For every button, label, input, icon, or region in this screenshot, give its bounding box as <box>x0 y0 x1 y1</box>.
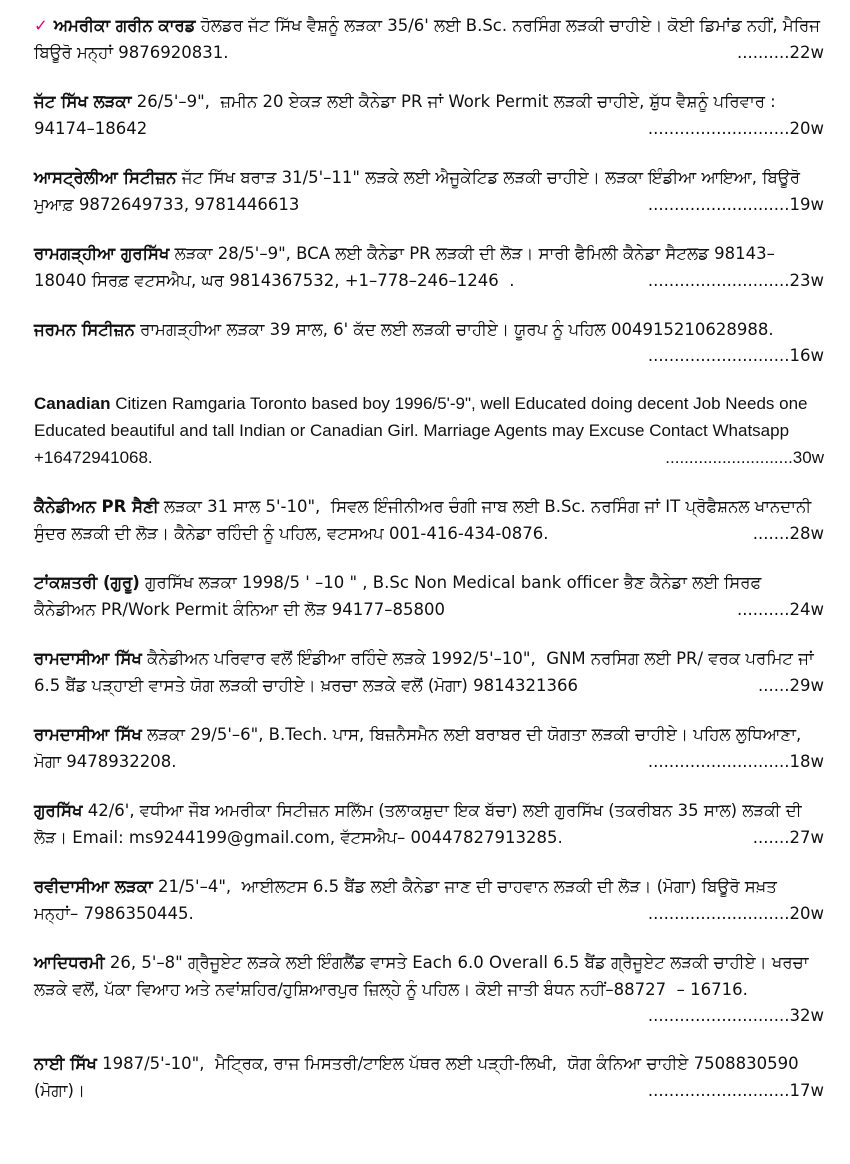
ad-heading: ਨਾਈ ਸਿੱਖ <box>34 1054 97 1073</box>
ad-listing <box>34 240 824 294</box>
ad-code: ...........................30w <box>665 448 824 467</box>
ad-listing <box>34 645 824 699</box>
ad-listing <box>34 390 824 471</box>
ad-code: ...........................18w <box>647 752 824 771</box>
ad-text: ਜੱਟ ਸਿੱਖ ਬਰਾੜ 31/5'–11" ਲੜਕੇ ਲਈ ਐਜੂਕੇਟਿਡ ਲੜਕੀ ਚਾਹੀਏ। ਲੜਕਾ ਇੰਡੀਆ ਆਇਆ, ਬਿਊਰੋ ਮੁਆਫ਼ 9872649733, 9781446613 <box>34 168 806 214</box>
ad-heading: ਆਸਟ੍ਰੇਲੀਆ ਸਿਟੀਜ਼ਨ <box>34 168 177 187</box>
ad-heading: ਰਾਮਦਾਸੀਆ ਸਿੱਖ <box>34 649 142 668</box>
ad-listing <box>34 949 824 1028</box>
checkmark-icon: ✓ <box>34 16 48 35</box>
ad-code: ...........................17w <box>647 1081 824 1100</box>
ad-text: 26, 5'–8" ਗ੍ਰੈਜੂਏਟ ਲੜਕੇ ਲਈ ਇੰਗਲੈਂਡ ਵਾਸਤੇ Each 6.0 Overall 6.5 ਬੈਂਡ ਗ੍ਰੈਜੂਏਟ ਲੜਕੀ ਚਾਹੀਏ। ਖਰਚਾ ਲੜਕੇ ਵਲੋਂ, ਪੱਕਾ ਵਿਆਹ ਅਤੇ ਨਵਾਂਸ਼ਹਿਰ/ਹੁਸ਼ਿਆਰਪੁਰ ਜ਼ਿਲ੍ਹੇ ਨੂੰ ਪਹਿਲ। ਕੋਈ ਜਾਤੀ ਬੰਧਨ ਨਹੀਂ–88727 – 16716. <box>34 953 814 999</box>
ad-heading: ਰਾਮਦਾਸੀਆ ਸਿੱਖ <box>34 725 142 744</box>
ad-text: 1987/5'-10", ਮੈਟ੍ਰਿਕ, ਰਾਜ ਮਿਸਤਰੀ/ਟਾਇਲ ਪੱਥਰ ਲਈ ਪੜ੍ਹੀ-ਲਿਖੀ, ਯੋਗ ਕੰਨਿਆ ਚਾਹੀਏ 7508830590 (ਮੋਗਾ)। <box>34 1054 804 1100</box>
ad-code: ...........................32w <box>647 1006 824 1025</box>
ad-listing <box>34 12 824 66</box>
ad-listing <box>34 873 824 927</box>
ad-code: ...........................20w <box>647 904 824 923</box>
ad-listing <box>34 1050 824 1104</box>
ad-listing <box>34 164 824 218</box>
ad-code: ......29w <box>758 676 824 695</box>
ad-listing <box>34 797 824 851</box>
ad-heading: ਰਾਮਗੜ੍ਹੀਆ ਗੁਰਸਿੱਖ <box>34 244 170 263</box>
ad-listing <box>34 493 824 547</box>
ad-text: 26/5'–9", ਜ਼ਮੀਨ 20 ਏਕੜ ਲਈ ਕੈਨੇਡਾ PR ਜਾਂ Work Permit ਲੜਕੀ ਚਾਹੀਏ, ਸ਼ੁੱਧ ਵੈਸ਼ਨੂੰ ਪਰਿਵਾਰ : 94174–18642 <box>34 92 781 138</box>
ad-text: ਕੈਨੇਡੀਅਨ ਪਰਿਵਾਰ ਵਲੋਂ ਇੰਡੀਆ ਰਹਿੰਦੇ ਲੜਕੇ 1992/5'–10", GNM ਨਰਸਿਗ ਲਈ PR/ ਵਰਕ ਪਰਮਿਟ ਜਾਂ 6.5 ਬੈਂਡ ਪੜ੍ਹਾਈ ਵਾਸਤੇ ਯੋਗ ਲੜਕੀ ਚਾਹੀਏ। ਖ਼ਰਚਾ ਲੜਕੇ ਵਲੋਂ (ਮੋਗਾ) 9814321366 <box>34 649 819 695</box>
ad-heading: ਅਮਰੀਕਾ ਗਰੀਨ ਕਾਰਡ <box>53 16 196 35</box>
ad-code: ...........................20w <box>647 119 824 138</box>
ad-text: ਲੜਕਾ 31 ਸਾਲ 5'-10", ਸਿਵਲ ਇੰਜੀਨੀਅਰ ਚੰਗੀ ਜਾਬ ਲਈ B.Sc. ਨਰਸਿੰਗ ਜਾਂ IT ਪ੍ਰੋਫੈਸ਼ਨਲ ਖਾਨਦਾਨੀ ਸੁੰਦਰ ਲੜਕੀ ਦੀ ਲੋੜ। ਕੈਨੇਡਾ ਰਹਿੰਦੀ ਨੂੰ ਪਹਿਲ, ਵਟਸਅਪ 001-416-434-0876. <box>34 497 817 543</box>
ad-text: ਲੜਕਾ 29/5'–6", B.Tech. ਪਾਸ, ਬਿਜ਼ਨੈਸਮੈਨ ਲਈ ਬਰਾਬਰ ਦੀ ਯੋਗਤਾ ਲੜਕੀ ਚਾਹੀਏ। ਪਹਿਲ ਲੁਧਿਆਣਾ, ਮੋਗਾ 9478932208. <box>34 725 807 771</box>
ad-code: ...........................16w <box>647 346 824 365</box>
ad-heading: ਕੈਨੇਡੀਅਨ PR ਸੈਣੀ <box>34 497 159 516</box>
ad-heading: ਟਾਂਕਸ਼ਤਰੀ (ਗੁਰੂ) <box>34 573 140 592</box>
ad-text: ਲੜਕਾ 28/5'–9", BCA ਲਈ ਕੈਨੇਡਾ PR ਲੜਕੀ ਦੀ ਲੋੜ। ਸਾਰੀ ਫੈਮਿਲੀ ਕੈਨੇਡਾ ਸੈਟਲਡ 98143–18040 ਸਿਰਫ਼ ਵਟਸਐਪ, ਘਰ 9814367532, +1–778–246–1246 . <box>34 244 775 290</box>
ad-listing <box>34 88 824 142</box>
ad-text: Citizen Ramgaria Toronto based boy 1996/5'-9", well Educated doing decent Job Needs one Educated beautiful and tall Indian or Canadian Girl. Marriage Agents may Excuse Contact Whatsapp +16472941068. <box>34 394 813 467</box>
ad-heading: Canadian <box>34 394 111 413</box>
ad-text: 42/6', ਵਧੀਆ ਜੌਬ ਅਮਰੀਕਾ ਸਿਟੀਜ਼ਨ ਸਲਿੱਮ (ਤਲਾਕਸ਼ੁਦਾ ਇਕ ਬੱਚਾ) ਲਈ ਗੁਰਸਿੱਖ (ਤਕਰੀਬਨ 35 ਸਾਲ) ਲੜਕੀ ਦੀ ਲੋੜ। Email: ms9244199@gmail.com, ਵੱਟਸਐਪ– 00447827913285. <box>34 801 807 847</box>
ad-code: ...........................19w <box>647 195 824 214</box>
ad-code: ...........................23w <box>647 271 824 290</box>
ad-heading: ਰਵੀਦਾਸੀਆ ਲੜਕਾ <box>34 877 153 896</box>
ad-text: ਹੋਲਡਰ ਜੱਟ ਸਿੱਖ ਵੈਸ਼ਨੂੰ ਲੜਕਾ 35/6' ਲਈ B.Sc. ਨਰਸਿੰਗ ਲੜਕੀ ਚਾਹੀਏ। ਕੋਈ ਡਿਮਾਂਡ ਨਹੀਂ, ਮੈਰਿਜ ਬਿਊਰੋ ਮਨ੍ਹਾਂ 9876920831. <box>34 16 826 62</box>
ad-heading: ਜੱਟ ਸਿੱਖ ਲੜਕਾ <box>34 92 132 111</box>
ad-code: .......27w <box>752 828 824 847</box>
ad-code: .......28w <box>752 524 824 543</box>
ad-heading: ਜਰਮਨ ਸਿਟੀਜ਼ਨ <box>34 320 135 339</box>
ad-listing <box>34 721 824 775</box>
ad-text: ਗੁਰਸਿੱਖ ਲੜਕਾ 1998/5 ' –10 " , B.Sc Non Medical bank officer ਭੈਣ ਕੈਨੇਡਾ ਲਈ ਸਿਰਫ ਕੈਨੇਡੀਅਨ PR/Work Permit ਕੰਨਿਆ ਦੀ ਲੋੜ 94177–85800 <box>34 573 767 619</box>
ad-heading: ਆਦਿਧਰਮੀ <box>34 953 105 972</box>
ad-heading: ਗੁਰਸਿੱਖ <box>34 801 83 820</box>
ad-text: 21/5'–4", ਆਈਲਟਸ 6.5 ਬੈਂਡ ਲਈ ਕੈਨੇਡਾ ਜਾਣ ਦੀ ਚਾਹਵਾਨ ਲੜਕੀ ਦੀ ਲੋੜ। (ਮੋਗਾ) ਬਿਊਰੋ ਸਖ਼ਤ ਮਨ੍ਹਾਂ– 7986350445. <box>34 877 783 923</box>
ad-listing <box>34 569 824 623</box>
ad-listing <box>34 316 824 368</box>
ad-text: ਰਾਮਗੜ੍ਹੀਆ ਲੜਕਾ 39 ਸਾਲ, 6' ਕੱਦ ਲਈ ਲੜਕੀ ਚਾਹੀਏ। ਯੂਰਪ ਨੂੰ ਪਹਿਲ 004915210628988. <box>134 320 774 339</box>
ad-code: ..........22w <box>737 43 824 62</box>
ad-code: ..........24w <box>737 600 824 619</box>
